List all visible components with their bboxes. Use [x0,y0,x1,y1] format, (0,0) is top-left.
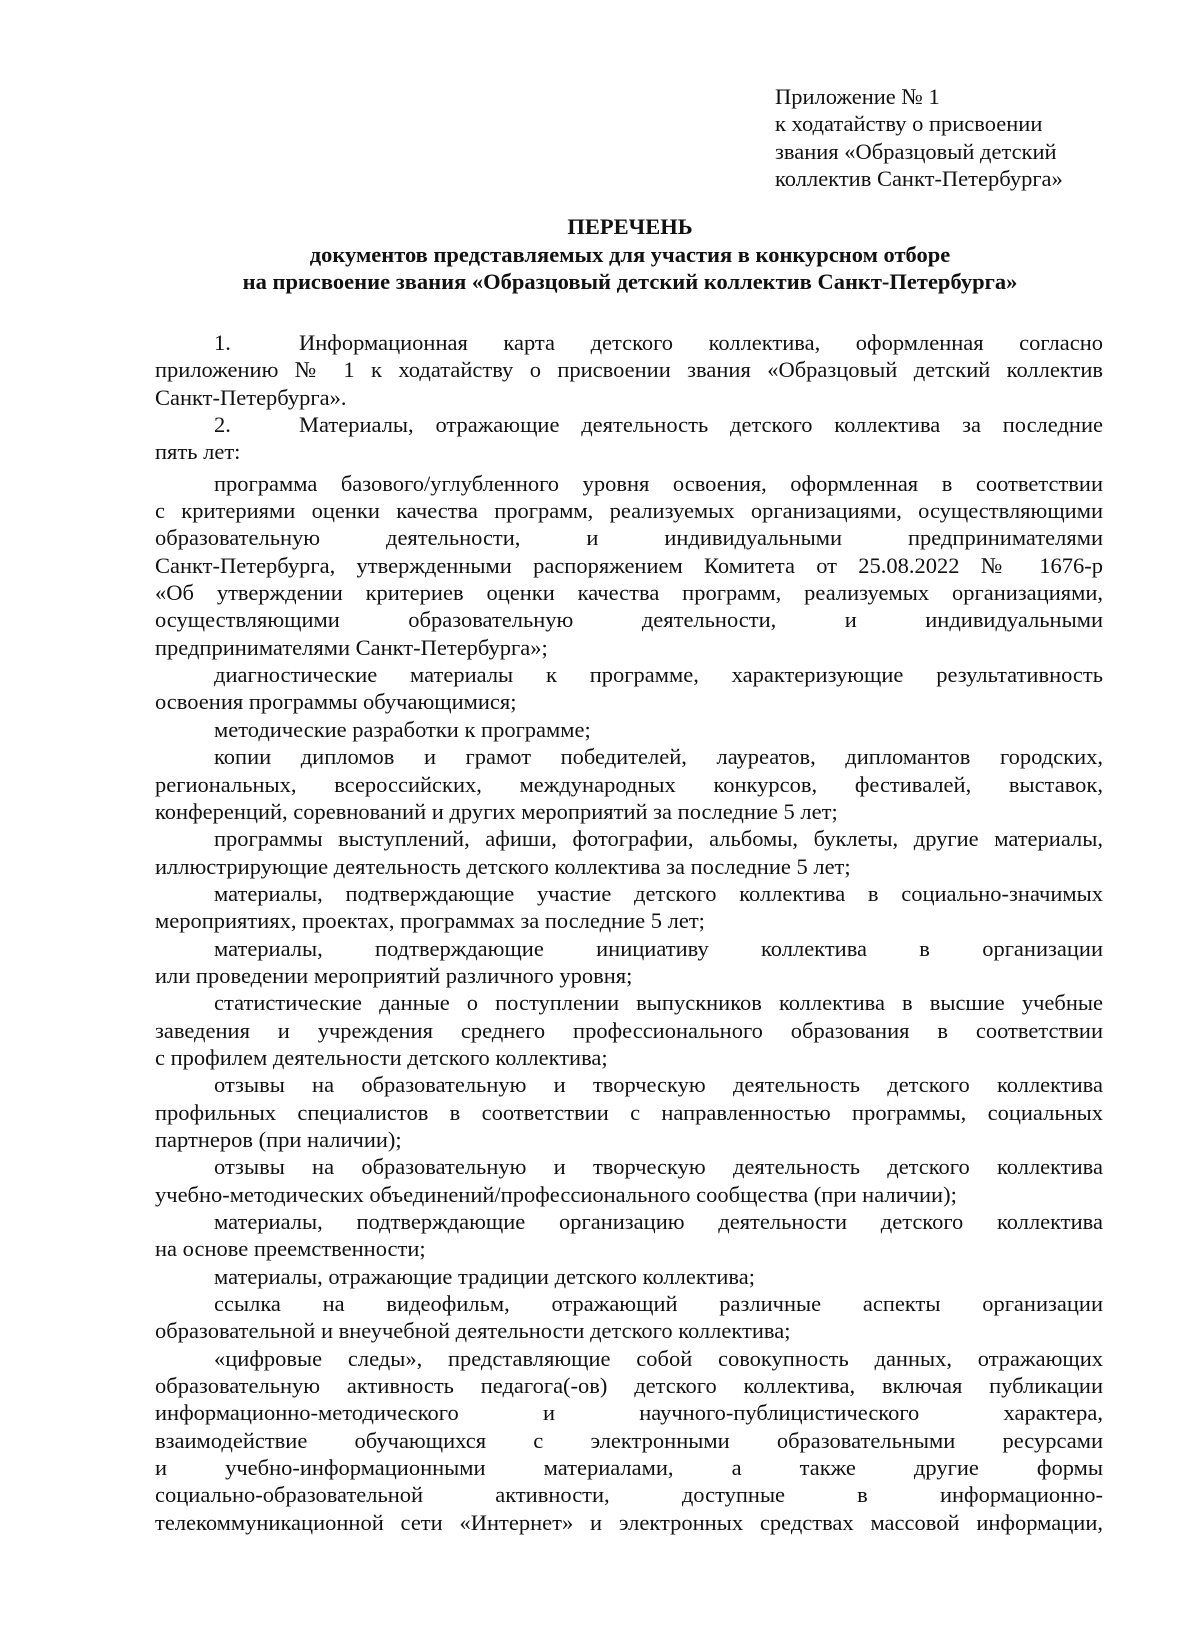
paragraph-line: материалы, отражающие традиции детского коллектива; [214,1263,755,1289]
appendix-line: Приложение № 1 [775,84,940,109]
paragraph-line: материалы, подтверждающие инициативу коллектива в организации [214,935,1103,961]
paragraph-line: «Об утверждении критериев оценки качества программ, реализуемых организациями, [155,580,1103,606]
paragraph-line: копии дипломов и грамот победителей, лауреатов, дипломантов городских, [214,744,1103,770]
paragraph-line: с критериями оценки качества программ, реализуемых организациями, осуществляющими [155,498,1103,524]
paragraph-line: конференций, соревнований и других мероприятий за последние 5 лет; [155,798,838,824]
heading-title: ПЕРЕЧЕНЬ [567,214,693,239]
item-number: 1. [214,330,231,355]
paragraph-line: Санкт-Петербурга, утвержденными распоряжением Комитета от 25.08.2022 № 1676-р [155,552,1103,578]
numbered-item-line [155,411,1103,438]
paragraph-line: методические разработки к программе; [214,716,591,742]
paragraph-line: и учебно-информационными материалами, а также другие формы [155,1455,1103,1481]
numbered-item-line [155,329,1103,356]
appendix-note [775,83,1175,192]
heading-subtitle: документов представляемых для участия в конкурсном отборе [309,241,951,267]
paragraph-line: статистические данные о поступлении выпускников коллектива в высшие учебные [214,990,1103,1016]
paragraph-line: партнеров (при наличии); [155,1126,402,1152]
paragraph-line: образовательную активность педагога(-ов) детского коллектива, включая публикации [155,1373,1103,1399]
paragraph-line: материалы, подтверждающие участие детского коллектива в социально-значимых [214,880,1103,906]
paragraph-line: материалы, подтверждающие организацию деятельности детского коллектива [214,1209,1103,1234]
item-text: Информационная карта детского коллектива, оформленная согласно [299,330,1103,355]
paragraph-line: образовательную деятельности, и индивидуальными предпринимателями [155,525,1103,551]
paragraph-line: иллюстрирующие деятельность детского коллектива за последние 5 лет; [155,853,851,879]
appendix-line: звания «Образцовый детский [775,138,1057,164]
document-heading [150,213,1110,296]
paragraph-line: программа базового/углубленного уровня освоения, оформленная в соответствии [214,470,1103,496]
document-body [155,329,1103,1536]
paragraph-line: с профилем деятельности детского коллектива; [155,1044,608,1070]
paragraph-line: региональных, всероссийских, международных конкурсов, фестивалей, выставок, [155,771,1103,797]
paragraph-line: информационно-методического и научного-публицистического характера, [155,1400,1103,1426]
item-text: приложению № 1 к ходатайству о присвоении звания «Образцовый детский коллектив [155,357,1103,383]
paragraph-line: мероприятиях, проектах, программах за последние 5 лет; [155,908,705,934]
paragraph-line: «цифровые следы», представляющие собой совокупность данных, отражающих [214,1345,1103,1371]
paragraph-line: образовательной и внеучебной деятельности детского коллектива; [155,1318,791,1344]
paragraph-line: взаимодействие обучающихся с электронными образовательными ресурсами [155,1427,1103,1453]
paragraph-line: учебно-методических объединений/профессионального сообщества (при наличии); [155,1181,957,1207]
paragraph-line: освоения программы обучающимися; [155,689,517,715]
item-text: пять лет: [155,439,241,465]
paragraph-line: программы выступлений, афиши, фотографии, альбомы, буклеты, другие материалы, [214,826,1103,852]
paragraph-line: предпринимателями Санкт-Петербурга»; [155,634,548,660]
paragraph-line: диагностические материалы к программе, характеризующие результативность [214,662,1103,688]
paragraph-line: социально-образовательной активности, доступные в информационно- [155,1482,1103,1508]
paragraph-line: заведения и учреждения среднего профессионального образования в соответствии [155,1017,1103,1043]
paragraph-line: ссылка на видеофильм, отражающий различные аспекты организации [214,1291,1103,1317]
item-number: 2. [214,412,231,438]
paragraph-line: профильных специалистов в соответствии с направленностью программы, социальных [155,1099,1103,1125]
appendix-line: коллектив Санкт-Петербурга» [775,165,1063,191]
paragraph-line: отзывы на образовательную и творческую деятельность детского коллектива [214,1072,1103,1098]
appendix-line: к ходатайству о присвоении [775,111,1043,137]
paragraph-line: или проведении мероприятий различного уровня; [155,962,633,988]
item-text: Санкт-Петербурга». [155,384,347,410]
paragraph-line: отзывы на образовательную и творческую деятельность детского коллектива [214,1154,1103,1180]
paragraph-line: на основе преемственности; [155,1236,426,1262]
paragraph-line: осуществляющими образовательную деятельности, и индивидуальными [155,607,1103,633]
item-text: Материалы, отражающие деятельность детского коллектива за последние [299,412,1103,438]
paragraph-line: телекоммуникационной сети «Интернет» и электронных средствах массовой информации, [155,1509,1103,1535]
heading-subtitle: на присвоение звания «Образцовый детский коллектив Санкт-Петербурга» [242,269,1018,294]
